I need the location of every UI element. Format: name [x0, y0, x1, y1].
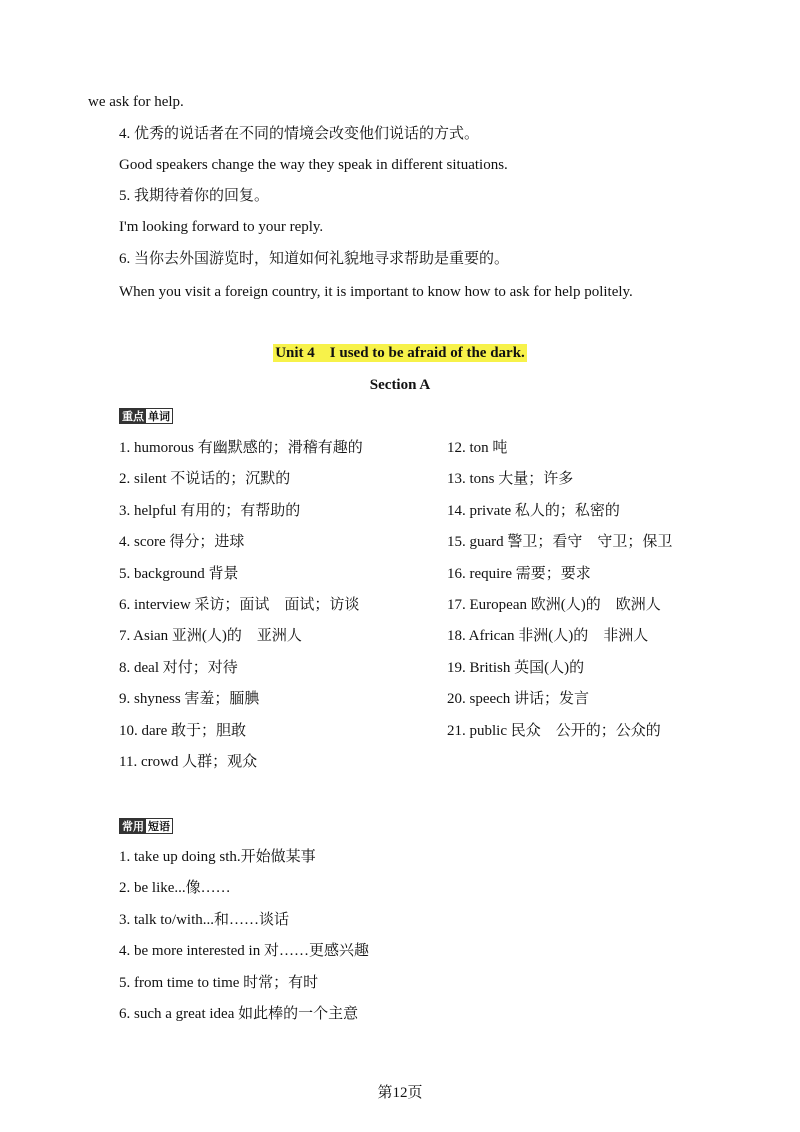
phrases-tag	[119, 818, 173, 834]
unit-title	[0, 343, 800, 363]
vocab-item: 5. background 背景	[119, 565, 239, 582]
vocab-tag-light: 单词	[148, 410, 170, 423]
vocab-item: 2. silent 不说话的；沉默的	[119, 471, 291, 488]
vocab-item: 11. crowd 人群；观众	[119, 754, 258, 770]
unit-title-text: Unit 4 I used to be afraid of the dark.	[275, 345, 525, 361]
phrase-item: 4. be more interested in 对……更感兴趣	[119, 943, 369, 960]
vocab-item: 16. require 需要；要求	[447, 565, 591, 582]
vocab-item: 15. guard 警卫；看守 守卫；保卫	[447, 534, 673, 551]
vocab-item: 1. humorous 有幽默感的；滑稽有趣的	[119, 440, 363, 456]
page-number: 第12页	[377, 1085, 423, 1101]
vocab-item: 4. score 得分；进球	[119, 534, 245, 551]
phrase-item: 2. be like...像……	[119, 880, 231, 897]
vocab-item: 21. public 民众 公开的；公众的	[447, 722, 661, 739]
section-title: Section A	[369, 377, 431, 393]
vocab-item: 19. British 英国(人)的	[447, 659, 585, 676]
vocab-item: 14. private 私人的；私密的	[447, 502, 620, 519]
vocab-item: 20. speech 讲话；发言	[447, 691, 590, 708]
phrases-tag-light: 短语	[148, 820, 170, 833]
vocab-item: 12. ton 吨	[447, 440, 508, 456]
vocab-item: 9. shyness 害羞；腼腆	[119, 691, 260, 708]
vocab-item: 18. African 非洲(人)的 非洲人	[447, 628, 649, 645]
vocab-item: 10. dare 敢于；胆敢	[119, 722, 247, 739]
vocab-tag	[119, 408, 173, 424]
sentence-4-english: Good speakers change the way they speak in different situations.	[119, 157, 508, 173]
sentence-4-chinese: 4. 优秀的说话者在不同的情境会改变他们说话的方式。	[119, 126, 480, 142]
phrase-item: 5. from time to time 时常；有时	[119, 974, 319, 991]
vocab-item: 17. European 欧洲(人)的 欧洲人	[447, 597, 661, 613]
vocab-item: 3. helpful 有用的；有帮助的	[119, 502, 301, 519]
vocab-item: 6. interview 采访；面试 面试；访谈	[119, 597, 360, 613]
sentence-6-chinese: 6. 当你去外国游览时，知道如何礼貌地寻求帮助是重要的。	[119, 251, 510, 267]
continuation-text: we ask for help.	[88, 94, 184, 110]
vocab-tag-dark: 重点	[122, 410, 144, 423]
vocab-item: 7. Asian 亚洲(人)的 亚洲人	[119, 628, 302, 645]
phrases-tag-dark: 常用	[122, 820, 144, 833]
phrase-item: 1. take up doing sth.开始做某事	[119, 849, 316, 865]
sentence-5-chinese: 5. 我期待着你的回复。	[119, 188, 270, 204]
vocab-item: 8. deal 对付；对待	[119, 659, 238, 676]
phrase-item: 6. such a great idea 如此棒的一个主意	[119, 1006, 359, 1022]
vocab-item: 13. tons 大量；许多	[447, 471, 574, 488]
sentence-5-english: I'm looking forward to your reply.	[119, 219, 324, 235]
phrase-item: 3. talk to/with...和……谈话	[119, 911, 289, 928]
sentence-6-english: When you visit a foreign country, it is important to know how to ask for help politely.	[119, 284, 633, 300]
